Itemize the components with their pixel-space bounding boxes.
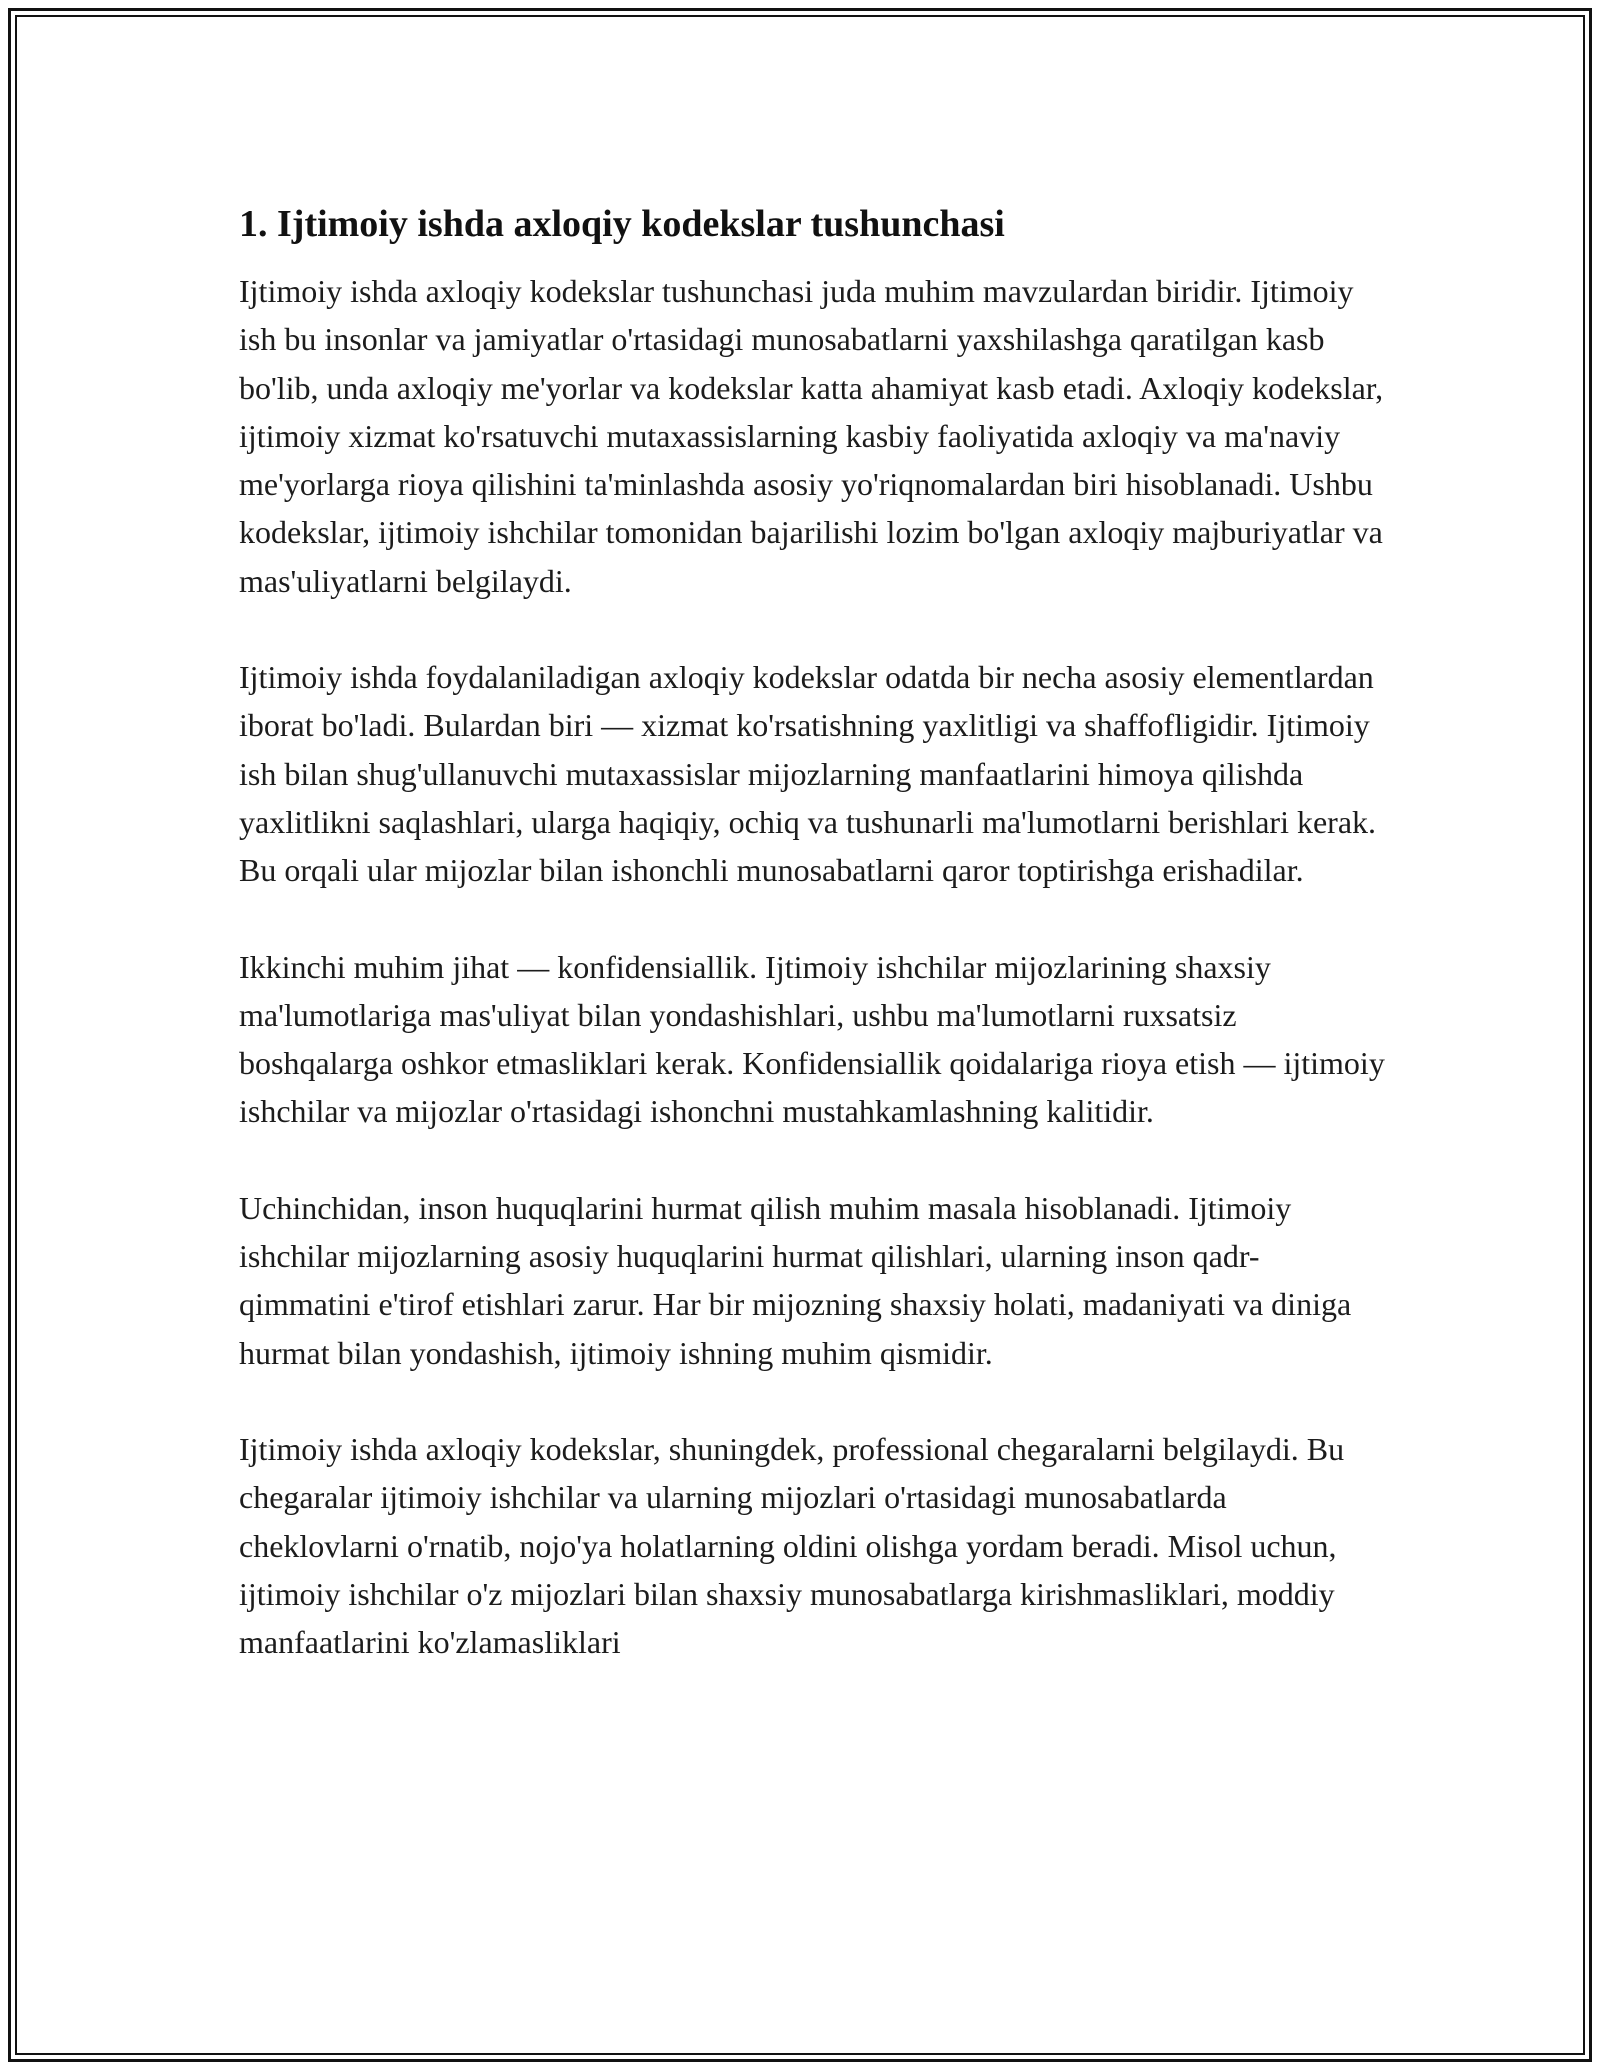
paragraph-4: Uchinchidan, inson huquqlarini hurmat qilish muhim masala hisoblanadi. Ijtimoiy ishchilar mijozlarning asosiy huquqlarini hurmat qilishlari, ularning inson qadr-qimmatini e'tirof etishlari zarur. Har bir mijozning shaxsiy holati, madaniyati va diniga hurmat bilan yondashish, ijtimoiy ishning muhim qismidir. [239, 1189, 1352, 1371]
paragraph-5: Ijtimoiy ishda axloqiy kodekslar, shuningdek, professional chegaralarni belgilaydi. Bu chegaralar ijtimoiy ishchilar va ularning mijozlari o'rtasidagi munosabatlarda cheklovlarni o'rnatib, nojo'ya holatlarning oldini olishga yordam beradi. Misol uchun, ijtimoiy ishchilar o'z mijozlari bilan shaxsiy munosabatlarga kirishmasliklari, moddiy manfaatlarini ko'zlamasliklari [239, 1430, 1345, 1661]
paragraph-2: Ijtimoiy ishda foydalaniladigan axloqiy kodekslar odatda bir necha asosiy elementlardan iborat bo'ladi. Bulardan biri — xizmat ko'rsatishning yaxlitligi va shaffofligidir. Ijtimoiy ish bilan shug'ullanuvchi mutaxassislar mijozlarning manfaatlarini himoya qilishda yaxlitlikni saqlashlari, ularga haqiqiy, ochiq va tushunarli ma'lumotlarni berishlari kerak. Bu orqali ular mijozlar bilan ishonchli munosabatlarni qaror toptirishga erishadilar. [239, 659, 1377, 889]
document-body [239, 200, 1389, 1714]
paragraph-1: Ijtimoiy ishda axloqiy kodekslar tushunchasi juda muhim mavzulardan biridir. Ijtimoiy ish bu insonlar va jamiyatlar o'rtasidagi munosabatlarni yaxshilashga qaratilgan kasb bo'lib, unda axloqiy me'yorlar va kodekslar katta ahamiyat kasb etadi. Axloqiy kodekslar, ijtimoiy xizmat ko'rsatuvchi mutaxassislarning kasbiy faoliyatida axloqiy va ma'naviy me'yorlarga rioya qilishini ta'minlashda asosiy yo'riqnomalardan biri hisoblanadi. Ushbu kodekslar, ijtimoiy ishchilar tomonidan bajarilishi lozim bo'lgan axloqiy majburiyatlar va mas'uliyatlarni belgilaydi. [239, 273, 1384, 599]
section-heading: 1. Ijtimoiy ishda axloqiy kodekslar tushunchasi [239, 203, 1005, 245]
page-border-outer [8, 8, 1592, 2062]
paragraph-3: Ikkinchi muhim jihat — konfidensiallik. Ijtimoiy ishchilar mijozlarining shaxsiy ma'lumotlariga mas'uliyat bilan yondashishlari, ushbu ma'lumotlarni ruxsatsiz boshqalarga oshkor etmasliklari kerak. Konfidensiallik qoidalariga rioya etish — ijtimoiy ishchilar va mijozlar o'rtasidagi ishonchni mustahkamlashning kalitidir. [239, 948, 1385, 1130]
page-border-inner [15, 15, 1585, 2055]
